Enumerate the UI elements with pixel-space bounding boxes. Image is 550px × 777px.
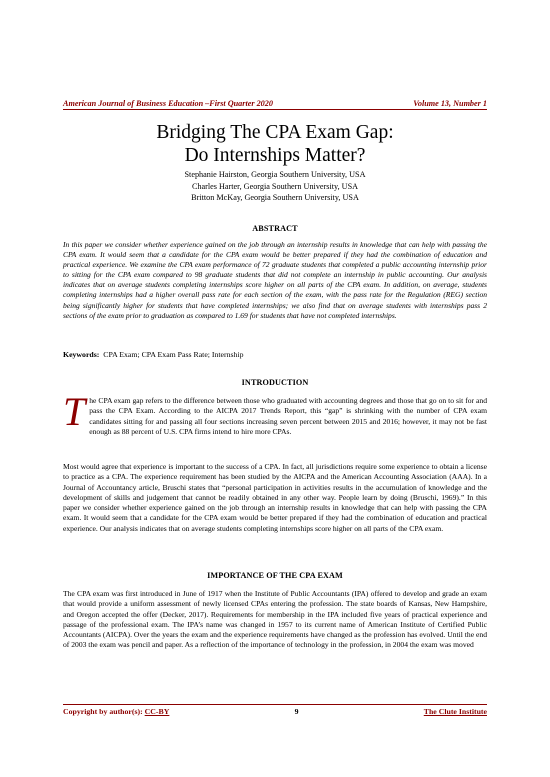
abstract-text: In this paper we consider whether experience gained on the job through an internship results in knowledge that can help with passing the CPA exam. It would seem that a candidate for the CPA exam would be better prepared if they had the combination of education and practical experience. We examine the CPA exam performance of 72 graduate students that completed a public accounting internship prior to sitting for the CPA exam compared to 98 graduate students that did not complete an internship in public accounting. Our analysis indicates that on average students completing internships score higher on all parts of the CPA exam. In addition, on average, students completing internships had a higher overall pass rate for each section of the exam, with the pass rate for the Regulation (REG) section being significantly higher for students that have completed internships; we also find that on average students with internships pass 2 sections of the exam prior to graduation as compared to 1.69 for students that have not completed internships. [63,240,487,320]
keywords-label: Keywords: [63,350,100,359]
copyright-label: Copyright by author(s): [63,707,143,716]
running-header [63,99,487,110]
publisher-link[interactable]: The Clute Institute [423,707,487,716]
importance-heading: IMPORTANCE OF THE CPA EXAM [207,571,343,580]
title-line-1: Bridging The CPA Exam Gap: [156,122,394,143]
author-2: Charles Harter, Georgia Southern University, USA [191,181,359,191]
page-footer [63,704,487,716]
license-link[interactable]: CC-BY [144,707,170,716]
journal-name: American Journal of Business Education –First Quarter 2020 [63,99,273,108]
footer-copyright [63,707,169,716]
introduction-heading: INTRODUCTION [241,378,309,387]
introduction-paragraph-1-text: he CPA exam gap refers to the difference between those who graduated with accounting degrees and those that go on to sit for and pass the CPA Exam. According to the AICPA 2017 Trends Report, this “gap” is shrinking with the number of CPA exam candidates sitting for and passing all four sections increasing seven percent between 2015 and 2016; however, it may not be fast enough as 88 percent of U.S. CPA firms intend to hire more CPAs. [89,396,487,436]
author-3: Britton McKay, Georgia Southern University, USA [191,193,359,202]
author-1: Stephanie Hairston, Georgia Southern University, USA [184,170,366,179]
drop-cap: T [63,389,86,434]
abstract-heading: ABSTRACT [252,224,298,233]
keywords [63,350,487,359]
importance-paragraph-1: The CPA exam was first introduced in June of 1917 when the Institute of Public Accountants (IPA) offered to develop and grade an exam that would provide a uniform assessment of newly licensed CPAs entering the profession. The state boards of Kansas, New Hampshire, and Oregon accepted the offer (Decker, 2017). Requirements for membership in the IPA included five years of practical experience and passage of the professional exam. The IPA’s name was changed in 1957 to its current name of American Institute of Certified Public Accountants (AICPA). Over the years the exam and the experience requirements have changed as the profession has evolved. Until the end of 2003 the exam was pencil and paper. As a reflection of the importance of technology in the profession, in 2004 the exam was moved [63,589,487,650]
author-list [63,169,487,204]
page-number: 9 [294,707,299,716]
keywords-text: CPA Exam; CPA Exam Pass Rate; Internship [103,350,244,359]
title-line-2: Do Internships Matter? [184,145,366,166]
volume-number: Volume 13, Number 1 [413,99,487,108]
introduction-paragraph-1 [63,389,487,437]
introduction-paragraph-2: Most would agree that experience is important to the success of a CPA. In fact, all jurisdictions require some experience to obtain a license to practice as a CPA. The experience requirement has been studied by the AICPA and the American Accounting Association (AAA). In a Journal of Accountancy article, Bruschi states that “personal participation in activities results in the accumulation of knowledge and the development of skills and judgement that cannot be readily obtained in any other way. People learn by doing (Bruschi, 1969).” In this paper we consider whether experience gained on the job through an internship results in knowledge that can help with passing the CPA exam. It would seem that a candidate for the CPA exam would be better prepared if they had the combination of education and practical experience. Our analysis indicates that on average students completing internships score higher on all parts of the CPA exam. [63,462,487,533]
paper-title [63,121,487,167]
